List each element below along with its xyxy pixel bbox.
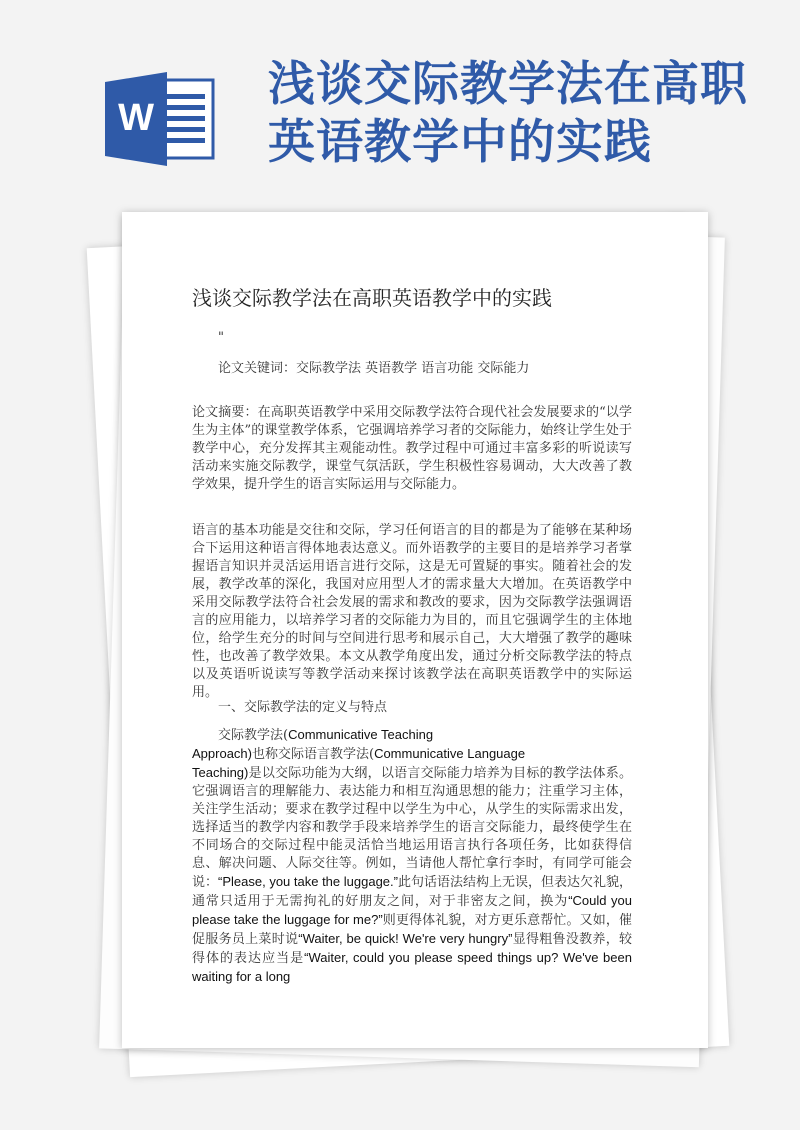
section-heading: 一、交际教学法的定义与特点 (218, 700, 388, 715)
word-logo-letter: W (118, 97, 154, 139)
definition-text: 显得粗鲁没教养，较得体的表达应当是 (192, 932, 632, 966)
definition-text: 交际教学法( (218, 728, 289, 743)
abstract-paragraph: 论文摘要：在高职英语教学中采用交际教学法符合现代社会发展要求的“以学生为主体”的课堂教学体系，它强调培养学习者的交际能力，始终让学生处于教学中心，充分发挥其主观能动性。教学过程中可通过丰富多彩的听说读写活动来实施交际教学，课堂气氛活跃，学生积极性容易调动，大大改善了教学效果，提升学生的语言实际运用与交际能力。 (192, 405, 632, 492)
example-quote: “Waiter, be quick! We're very hungry” (298, 931, 513, 946)
definition-english: Approach) (192, 746, 252, 761)
word-document-icon (105, 70, 215, 168)
example-quote: “Please, you take the luggage.” (218, 874, 398, 889)
definition-english: Communicative Teaching (288, 727, 434, 742)
definition-text: 也称交际语言教学法( (251, 747, 375, 762)
definition-english: Teaching) (192, 765, 249, 780)
header-banner (0, 0, 800, 200)
definition-paragraph (192, 726, 632, 987)
example-quote: “Could you please take the luggage for me?” (192, 893, 632, 927)
definition-text: 则更得体礼貌，对方更乐意帮忙。又如，催促服务员上菜时说 (192, 913, 632, 947)
example-quote: “Waiter, could you please speed things up? We've been waiting for a long (192, 950, 632, 984)
document-page (122, 212, 708, 1048)
intro-paragraph: 语言的基本功能是交往和交际，学习任何语言的目的都是为了能够在某种场合下运用这种语言得体地表达意义。而外语教学的主要目的是培养学习者掌握语言知识并灵活运用语言进行交际，这是无可置疑的事实。随着社会的发展，教学改革的深化，我国对应用型人才的需求量大大增加。在英语教学中采用交际教学法符合社会发展的需求和教改的要求，因为交际教学法强调语言的应用能力，以培养学习者的交际能力为目的，而且它强调学生的主体地位，给学生充分的时间与空间进行思考和展示自己，大大增强了教学的趣味性，也改善了教学效果。本文从教学角度出发，通过分析交际教学法的特点以及英语听说读写等教学活动来探讨该教学法在高职英语教学中的实际运用。 (192, 523, 632, 700)
banner-title: 浅谈交际教学法在高职英语教学中的实践 (268, 57, 748, 170)
keywords-line: 论文关键词：交际教学法 英语教学 语言功能 交际能力 (218, 361, 530, 376)
definition-english: Communicative Language (374, 746, 526, 761)
stray-quote-mark: " (218, 330, 224, 345)
definition-text: 此句话语法结构上无误，但表达欠礼貌，通常只适用于无需拘礼的好朋友之间，对于非密友之间，换为 (192, 875, 632, 909)
document-title: 浅谈交际教学法在高职英语教学中的实践 (192, 286, 552, 310)
definition-text: 是以交际功能为大纲，以语言交际能力培养为目标的教学法体系。它强调语言的理解能力、表达能力和相互沟通思想的能力；注重学习主体，关注学生活动；要求在教学过程中以学生为中心，从学生的实际需求出发，选择适当的教学内容和教学手段来培养学生的语言交际能力，最终使学生在不同场合的交际过程中能灵活恰当地运用语言执行各项任务，比如获得信息、解决问题、人际交往等。例如，当请他人帮忙拿行李时，有同学可能会说： (192, 766, 632, 890)
